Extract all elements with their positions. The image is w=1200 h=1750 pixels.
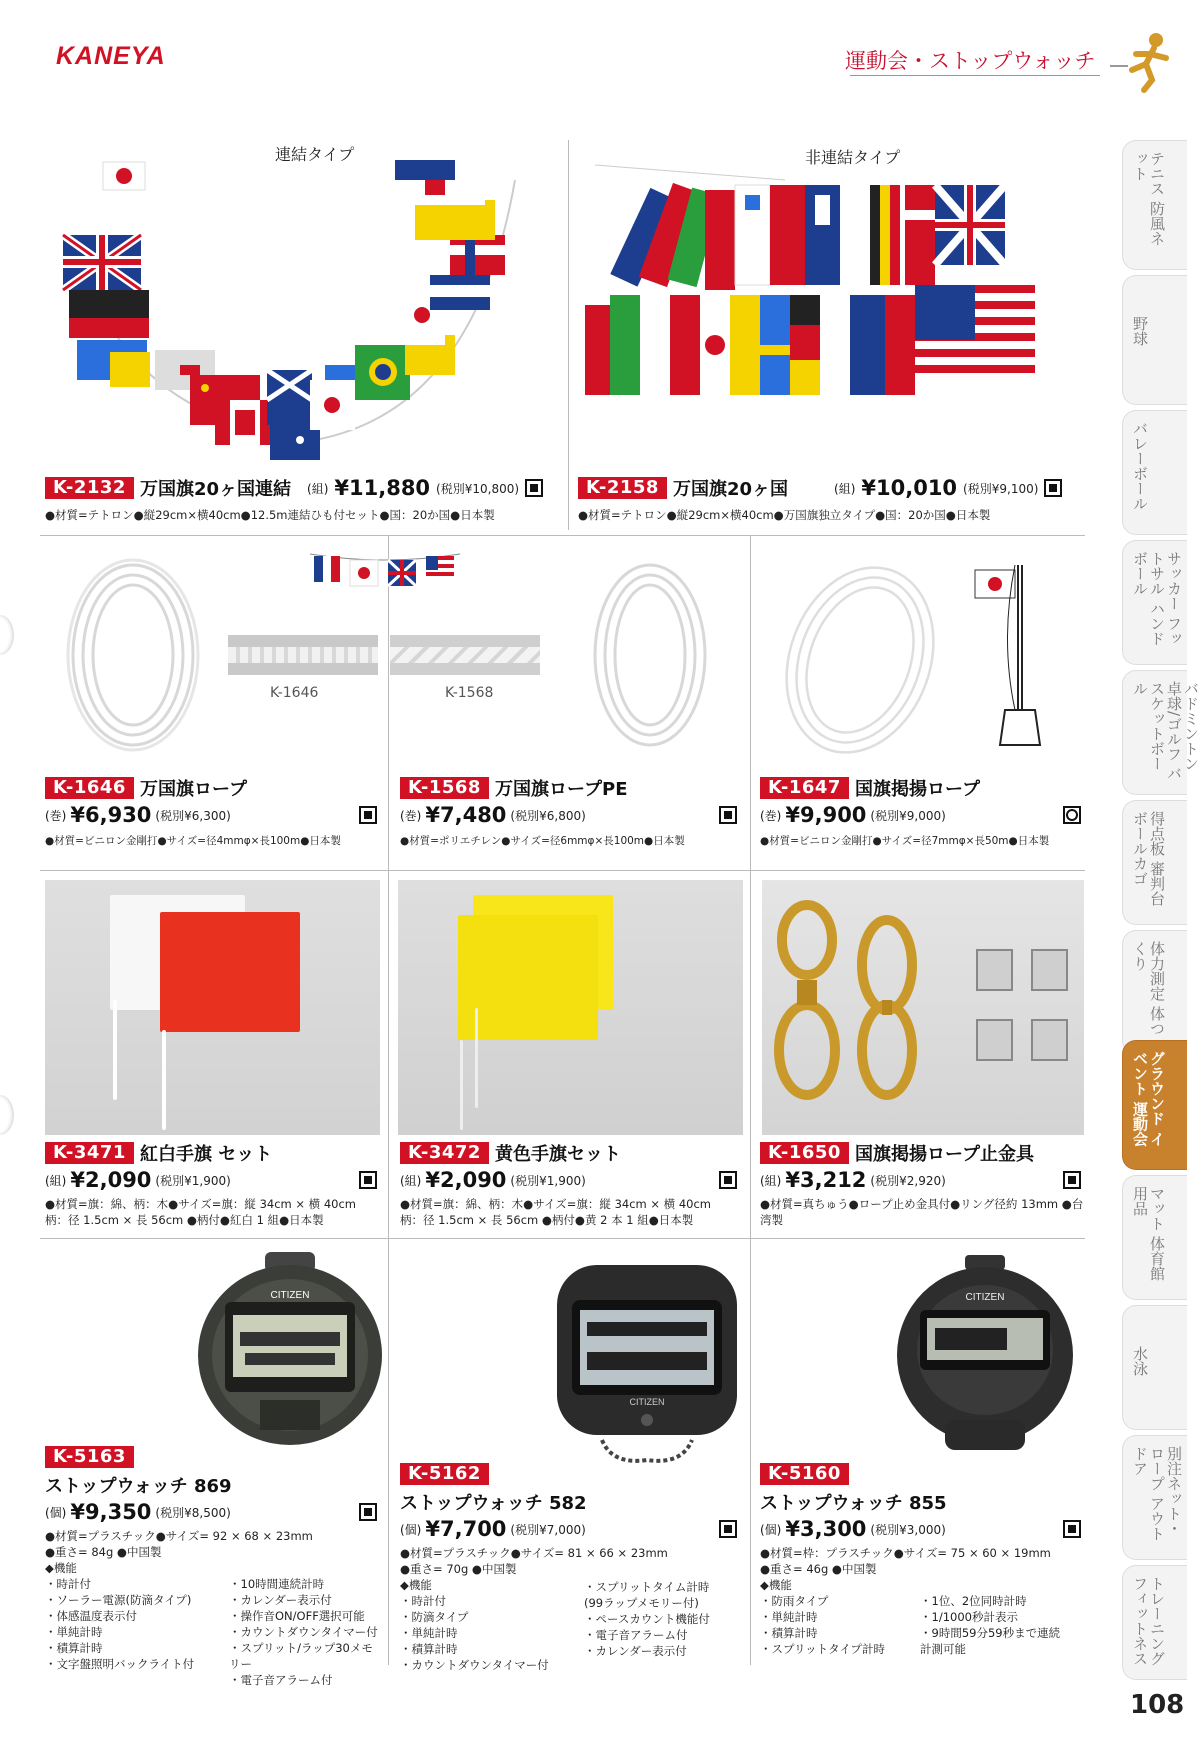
product-spec: ●重さ= 46g ●中国製 xyxy=(760,1562,877,1576)
sidebar-item-ground-event[interactable]: グラウンド イベント 運動会 xyxy=(1122,1040,1187,1170)
product-spec: ●材質=テトロン●縦29cm×横40cm●12.5m連結ひも付セット●国：20か国●日本製 xyxy=(45,508,495,522)
product-spec: ●重さ= 70g ●中国製 xyxy=(400,1562,517,1576)
price-unit: (組) xyxy=(45,1173,67,1188)
sidebar-item-tennis[interactable]: テニス 防風ネット xyxy=(1122,140,1187,270)
product-code: K-1568 xyxy=(400,777,489,799)
feature-item: ・スプリットタイプ計時 xyxy=(760,1642,886,1656)
sidebar-item-fitness-test[interactable]: 体力測定 体つくり xyxy=(1122,930,1187,1055)
tax-excluded-price: (税別¥3,000) xyxy=(870,1522,946,1537)
rope-closeup-photo xyxy=(228,635,378,675)
sidebar-item-scoreboard[interactable]: 得点板 審判台 ボールカゴ xyxy=(1122,800,1187,925)
feature-item: ・単純計時 xyxy=(400,1626,458,1640)
product-spec: 湾製 xyxy=(760,1213,783,1227)
price-unit: (巻) xyxy=(760,808,782,823)
product-name: ストップウォッチ 582 xyxy=(400,1493,587,1514)
product-spec: ●材質=旗：綿、柄：木●サイズ=旗：縦 34cm × 横 40cm xyxy=(45,1197,356,1211)
tax-excluded-price: (税別¥6,800) xyxy=(510,808,586,823)
feature-item: ・カウントダウンタイマー付 xyxy=(400,1658,549,1672)
feature-item: ・防滴タイプ xyxy=(400,1610,469,1624)
section-label-unlinked: 非連結タイプ xyxy=(805,148,901,167)
tax-excluded-price: (税別¥1,900) xyxy=(155,1173,231,1188)
price-unit: (組) xyxy=(400,1173,422,1188)
feature-item: ・単純計時 xyxy=(760,1610,818,1624)
product-k2132 xyxy=(45,475,565,523)
price-unit: (巻) xyxy=(400,808,422,823)
price: ¥2,090 xyxy=(70,1168,152,1192)
product-k5160 xyxy=(760,1463,1085,1657)
feature-list-left xyxy=(45,1576,215,1688)
price: ¥6,930 xyxy=(70,803,152,827)
feature-list-right xyxy=(584,1579,744,1673)
divider xyxy=(40,535,1085,536)
product-spec: ●材質=ポリエチレン●サイズ=径6mmφ×長100m●日本製 xyxy=(400,835,685,847)
product-code: K-3472 xyxy=(400,1142,489,1164)
divider xyxy=(750,535,751,1665)
tax-excluded-price: (税別¥1,900) xyxy=(510,1173,586,1188)
product-code: K-2158 xyxy=(578,477,667,499)
price-unit: (組) xyxy=(760,1173,782,1188)
page-title: 運動会・ストップウォッチ xyxy=(845,49,1096,73)
price: ¥3,212 xyxy=(785,1168,867,1192)
product-k3471 xyxy=(45,1140,385,1228)
feature-item: ・時計付 xyxy=(400,1594,446,1608)
sidebar-item-soccer[interactable]: サッカー フットサル ハンドボール xyxy=(1122,540,1187,665)
product-spec: ●重さ= 84g ●中国製 xyxy=(45,1545,162,1559)
stock-mark-icon xyxy=(359,1503,377,1521)
feature-item: ・10時間連続計時 xyxy=(229,1577,325,1591)
product-spec: ●材質=真ちゅう●ロープ止め金具付●リング径約 13mm ●台 xyxy=(760,1197,1084,1211)
watch-brand: CITIZEN xyxy=(629,1397,665,1407)
feature-item: ・スプリット/ラップ30メモリー xyxy=(229,1641,373,1671)
product-name: 国旗掲揚ロープ止金具 xyxy=(854,1144,1035,1165)
product-name: 万国旗20ヶ国連結 xyxy=(139,479,292,500)
stock-mark-icon xyxy=(1063,1171,1081,1189)
unlinked-flags-photo xyxy=(585,165,1085,455)
product-spec: ●材質=ビニロン金剛打●サイズ=径7mmφ×長50m●日本製 xyxy=(760,835,1050,847)
stock-mark-icon xyxy=(1063,1520,1081,1538)
product-k1650 xyxy=(760,1140,1085,1228)
sidebar-item-custom-net[interactable]: 別注ネット・ロープ アウトドア xyxy=(1122,1435,1187,1560)
product-code: K-5162 xyxy=(400,1463,489,1485)
tax-excluded-price: (税別¥8,500) xyxy=(155,1505,231,1520)
price: ¥11,880 xyxy=(334,476,431,500)
rope-label: K-1568 xyxy=(445,685,494,701)
product-k1647 xyxy=(760,775,1085,849)
product-code: K-5160 xyxy=(760,1463,849,1485)
feature-item: ・カウントダウンタイマー付 xyxy=(229,1625,378,1639)
sidebar-item-baseball[interactable]: 野球 xyxy=(1122,275,1187,405)
product-spec: ●材質=枠：プラスチック●サイズ= 75 × 60 × 19mm xyxy=(760,1546,1051,1560)
sidebar-item-swimming[interactable]: 水泳 xyxy=(1122,1305,1187,1430)
tax-excluded-price: (税別¥6,300) xyxy=(155,808,231,823)
sidebar-item-volleyball[interactable]: バレーボール xyxy=(1122,410,1187,535)
price: ¥3,300 xyxy=(785,1517,867,1541)
product-k3472 xyxy=(400,1140,745,1228)
rope-coil-photo xyxy=(55,555,210,755)
feature-item: ・1/1000秒計表示 xyxy=(920,1610,1018,1624)
feature-list-right xyxy=(229,1576,379,1688)
price: ¥7,700 xyxy=(425,1517,507,1541)
stock-mark-icon xyxy=(719,806,737,824)
feature-item: 計測可能 xyxy=(920,1642,966,1656)
watch-brand: CITIZEN xyxy=(270,1290,310,1301)
stopwatch-582-photo xyxy=(552,1260,742,1470)
product-spec: ●材質=旗：綿、柄：木●サイズ=旗：縦 34cm × 横 40cm xyxy=(400,1197,711,1211)
stock-mark-icon xyxy=(525,479,543,497)
tax-excluded-price: (税別¥9,000) xyxy=(870,808,946,823)
product-name: 黄色手旗セット xyxy=(494,1144,621,1165)
product-name: 紅白手旗 セット xyxy=(139,1144,273,1165)
metal-fittings-photo xyxy=(762,880,1084,1135)
binder-hole xyxy=(0,1095,14,1135)
sidebar-item-badminton[interactable]: バドミントン 卓球/ゴルフ バスケットボール xyxy=(1122,670,1187,795)
feature-list-right xyxy=(920,1593,1080,1657)
stock-mark-icon xyxy=(1044,479,1062,497)
sidebar-item-mat[interactable]: マット 体育館用品 xyxy=(1122,1175,1187,1300)
feature-list-left xyxy=(760,1593,910,1657)
section-label-linked: 連結タイプ xyxy=(275,145,355,164)
price-unit: (個) xyxy=(760,1522,782,1537)
product-spec: 柄：径 1.5cm × 長 56cm ●柄付●紅白 1 組●日本製 xyxy=(45,1213,324,1227)
binder-hole xyxy=(0,615,14,655)
price-unit: (個) xyxy=(400,1522,422,1537)
feature-item: ・積算計時 xyxy=(45,1641,103,1655)
rope-label: K-1646 xyxy=(270,685,319,701)
feature-item: ・電子音アラーム付 xyxy=(584,1628,688,1642)
tax-excluded-price: (税別¥7,000) xyxy=(510,1522,586,1537)
feature-list-left xyxy=(400,1593,570,1673)
feature-item: ・積算計時 xyxy=(760,1626,818,1640)
product-k1568 xyxy=(400,775,745,849)
divider xyxy=(40,1238,1085,1239)
price: ¥2,090 xyxy=(425,1168,507,1192)
product-k5162 xyxy=(400,1463,745,1673)
feature-item: ・1位、2位同時計時 xyxy=(920,1594,1027,1608)
feature-item: ・防雨タイプ xyxy=(760,1594,829,1608)
price-unit: (個) xyxy=(45,1505,67,1520)
feature-item: ・スプリットタイム計時 xyxy=(584,1580,710,1594)
feature-item: ・カレンダー表示付 xyxy=(584,1644,687,1658)
sidebar-item-training[interactable]: トレーニング フィットネス xyxy=(1122,1565,1187,1680)
feature-item: ・9時間59分59秒まで連続 xyxy=(920,1626,1061,1640)
stock-mark-icon xyxy=(359,806,377,824)
tax-excluded-price: (税別¥10,800) xyxy=(436,481,520,496)
price-unit: (巻) xyxy=(45,808,67,823)
feature-item: ・カレンダー表示付 xyxy=(229,1593,332,1607)
yellow-flags-photo xyxy=(398,880,743,1135)
product-spec: ●材質=テトロン●縦29cm×横40cm●万国旗独立タイプ●国：20か国●日本製 xyxy=(578,508,991,522)
product-spec: ●材質=プラスチック●サイズ= 81 × 66 × 23mm xyxy=(400,1546,668,1560)
product-code: K-1650 xyxy=(760,1142,849,1164)
product-name: 万国旗ロープ xyxy=(139,779,248,800)
title-underline xyxy=(850,75,1100,76)
product-spec: ●材質=プラスチック●サイズ= 92 × 68 × 23mm xyxy=(45,1529,313,1543)
rope-coil-photo xyxy=(770,555,950,765)
divider xyxy=(568,140,569,530)
product-spec: ●材質=ビニロン金剛打●サイズ=径4mmφ×長100m●日本製 xyxy=(45,835,341,847)
feature-item: (99ラップメモリー付) xyxy=(584,1596,699,1610)
rope-coil-photo xyxy=(575,555,725,755)
stopwatch-855-photo xyxy=(895,1250,1075,1460)
product-code: K-2132 xyxy=(45,477,134,499)
feature-item: ・積算計時 xyxy=(400,1642,458,1656)
product-code: K-3471 xyxy=(45,1142,134,1164)
tax-excluded-price: (税別¥2,920) xyxy=(870,1173,946,1188)
product-name: 万国旗20ヶ国 xyxy=(672,479,789,500)
runner-icon xyxy=(1110,30,1180,92)
red-white-flags-photo xyxy=(45,880,380,1135)
stock-mark-icon xyxy=(359,1171,377,1189)
page-number: 108 xyxy=(1130,1690,1185,1720)
price: ¥7,480 xyxy=(425,803,507,827)
price: ¥9,900 xyxy=(785,803,867,827)
product-name: ストップウォッチ 869 xyxy=(45,1476,232,1497)
tax-excluded-price: (税別¥9,100) xyxy=(963,481,1039,496)
price: ¥10,010 xyxy=(861,476,958,500)
product-name: 国旗掲揚ロープ xyxy=(854,779,981,800)
feature-item: ・ソーラー電源(防滴タイプ) xyxy=(45,1593,192,1607)
price: ¥9,350 xyxy=(70,1500,152,1524)
rope-closeup-photo xyxy=(390,635,540,675)
stock-mark-icon xyxy=(719,1520,737,1538)
feature-item: ・時計付 xyxy=(45,1577,91,1591)
feature-item: ・単純計時 xyxy=(45,1625,103,1639)
product-k1646 xyxy=(45,775,385,849)
stock-mark-icon xyxy=(719,1171,737,1189)
linked-flags-photo xyxy=(55,160,555,465)
feature-item: ・電子音アラーム付 xyxy=(229,1673,333,1687)
features-title: ◆機能 xyxy=(760,1578,792,1592)
flag-pole-illustration xyxy=(970,560,1040,750)
small-flags-illustration xyxy=(310,550,460,590)
feature-item: ・ペースカウント機能付 xyxy=(584,1612,710,1626)
features-title: ◆機能 xyxy=(400,1578,432,1592)
product-code: K-1646 xyxy=(45,777,134,799)
watch-brand: CITIZEN xyxy=(965,1292,1005,1303)
features-title: ◆機能 xyxy=(45,1561,77,1575)
feature-item: ・体感温度表示付 xyxy=(45,1609,137,1623)
price-unit: (組) xyxy=(834,481,856,496)
brand-logo: KANEYA xyxy=(56,42,166,70)
product-code: K-1647 xyxy=(760,777,849,799)
product-k5163 xyxy=(45,1446,385,1688)
stopwatch-869-photo xyxy=(195,1250,385,1450)
product-name: 万国旗ロープPE xyxy=(494,779,628,800)
product-k2158 xyxy=(578,475,1088,523)
product-name: ストップウォッチ 855 xyxy=(760,1493,947,1514)
price-unit: (組) xyxy=(307,481,329,496)
divider xyxy=(388,535,389,1665)
divider xyxy=(40,870,1085,871)
stock-mark-ring-icon xyxy=(1063,806,1081,824)
product-code: K-5163 xyxy=(45,1446,134,1468)
feature-item: ・操作音ON/OFF選択可能 xyxy=(229,1609,365,1623)
feature-item: ・文字盤照明バックライト付 xyxy=(45,1657,195,1671)
product-spec: 柄：径 1.5cm × 長 56cm ●柄付●黄 2 本 1 組●日本製 xyxy=(400,1213,694,1227)
